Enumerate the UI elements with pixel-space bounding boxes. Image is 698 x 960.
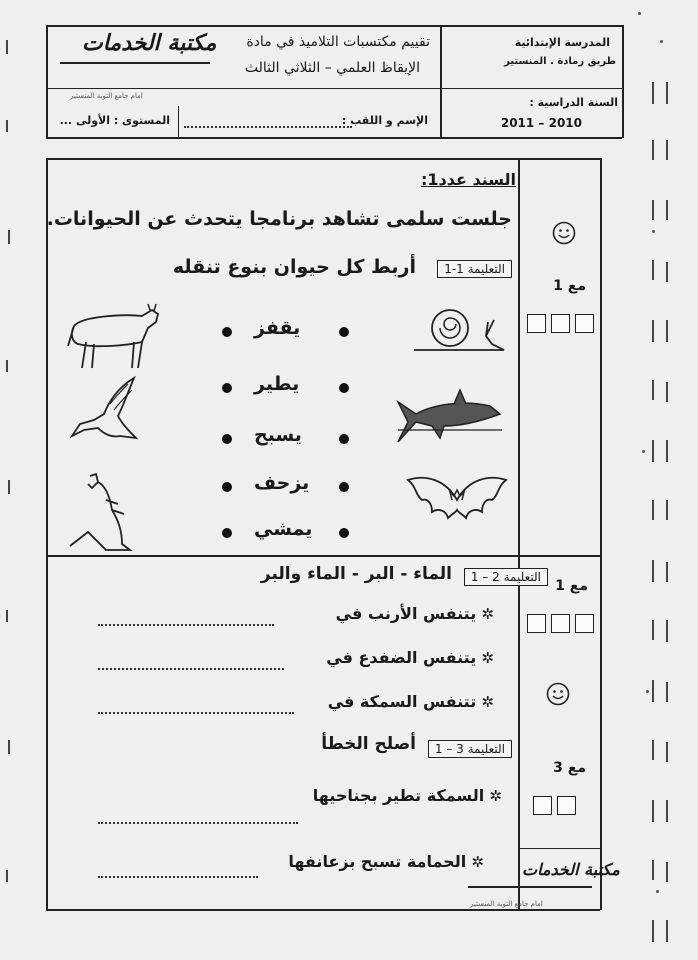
activity3-label: التعليمة 3 – 1 <box>428 740 512 758</box>
kangaroo-icon <box>62 470 142 555</box>
verb-bullet-right[interactable] <box>339 528 349 538</box>
school-address: طريق رمادة . المنستير <box>504 56 616 67</box>
activity1-label: التعليمة 1-1 <box>437 260 512 278</box>
verb-bullet-left[interactable] <box>222 327 232 337</box>
asterisk-icon: ✲ <box>466 853 484 871</box>
asterisk-icon: ✲ <box>484 787 502 805</box>
exam-title-line1: تقييم مكتسبات التلاميذ في مادة <box>246 34 430 50</box>
bird-icon <box>64 374 144 454</box>
activity1-instruction: أربط كل حيوان بنوع تنقله <box>172 256 416 278</box>
verb-bullet-right[interactable] <box>339 327 349 337</box>
asterisk-icon: ✲ <box>476 693 494 711</box>
grade-box[interactable] <box>551 614 570 633</box>
name-label: الإسم و اللقب : <box>341 114 428 127</box>
grade-box[interactable] <box>575 614 594 633</box>
answer-field[interactable] <box>98 668 284 670</box>
grade-box[interactable] <box>557 796 576 815</box>
activity2-item: ✲ يتنفس الأرنب في <box>335 604 494 623</box>
verb-walk: يمشي <box>254 518 313 540</box>
smiley-icon <box>552 221 576 245</box>
name-field[interactable] <box>184 126 352 128</box>
grade-box[interactable] <box>551 314 570 333</box>
activity3-item: ✲ الحمامة تسبح بزعانفها <box>288 852 484 871</box>
criterion3-label: مع 3 <box>553 760 586 776</box>
footer-stamp-small: امام جامع التوبة المنستير <box>470 900 543 908</box>
verb-bullet-left[interactable] <box>222 482 232 492</box>
header-stamp-small: امام جامع التوبة المنستير <box>70 92 143 100</box>
grade-box[interactable] <box>527 314 546 333</box>
intro-sentence: جلست سلمى تشاهد برنامجا يتحدث عن الحيوانات. <box>46 208 512 230</box>
verb-jump: يقفز <box>254 317 301 339</box>
grade-box[interactable] <box>575 314 594 333</box>
header-stamp: مكتبة الخدمات <box>82 30 217 56</box>
activity2-options: الماء - البر - الماء والبر <box>260 564 452 584</box>
activity2-item: ✲ تتنفس السمكة في <box>327 692 494 711</box>
verb-bullet-right[interactable] <box>339 434 349 444</box>
answer-field[interactable] <box>98 624 274 626</box>
shark-icon <box>394 386 504 446</box>
activity3-item: ✲ السمكة تطير بجناحيها <box>312 786 502 805</box>
verb-swim: يسبح <box>254 424 302 446</box>
verb-bullet-left[interactable] <box>222 383 232 393</box>
year-label: السنة الدراسية : <box>529 96 618 109</box>
school-name: المدرسة الإبتدائية <box>514 36 610 49</box>
left-margin-marks <box>0 0 30 960</box>
verb-bullet-left[interactable] <box>222 434 232 444</box>
asterisk-icon: ✲ <box>476 649 494 667</box>
criterion2-label: مع 1 <box>555 578 588 594</box>
activity2-item: ✲ يتنفس الضفدع في <box>326 648 494 667</box>
correction-field[interactable] <box>98 822 298 824</box>
criterion1-label: مع 1 <box>553 278 586 294</box>
document-title: السند عدد1: <box>420 170 516 189</box>
smiley-icon <box>546 682 570 706</box>
year-value: 2011 – 2010 <box>500 116 582 130</box>
cow-icon <box>64 298 164 373</box>
correction-field[interactable] <box>98 876 258 878</box>
verb-fly: يطير <box>254 373 300 395</box>
verb-bullet-right[interactable] <box>339 482 349 492</box>
activity3-instruction: أصلح الخطأ <box>321 734 416 754</box>
bat-icon <box>402 470 512 545</box>
exam-title-line2: الإيقاظ العلمي – الثلاثي الثالث <box>244 60 420 76</box>
activity2-label: التعليمة 2 – 1 <box>464 568 548 586</box>
verb-crawl: يزحف <box>254 472 310 494</box>
verb-bullet-right[interactable] <box>339 383 349 393</box>
asterisk-icon: ✲ <box>476 605 494 623</box>
verb-bullet-left[interactable] <box>222 528 232 538</box>
level-label: المستوى : الأولى ... <box>59 114 170 127</box>
right-margin-marks <box>632 0 698 960</box>
footer-stamp: مكتبة الخدمات <box>522 860 620 879</box>
grade-box[interactable] <box>527 614 546 633</box>
answer-field[interactable] <box>98 712 294 714</box>
snail-icon <box>408 302 508 357</box>
grade-box[interactable] <box>533 796 552 815</box>
